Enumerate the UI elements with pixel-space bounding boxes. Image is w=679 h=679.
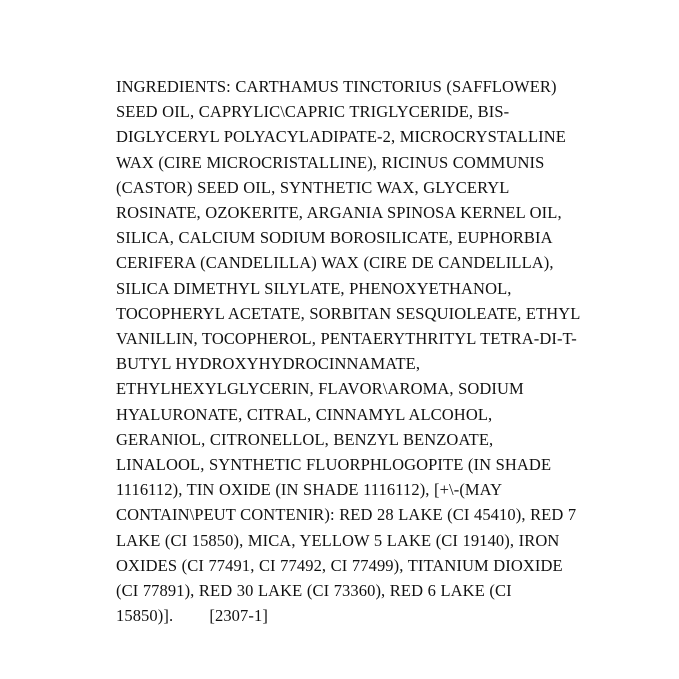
ingredients-paragraph — [116, 74, 586, 628]
batch-code-spacer — [173, 606, 209, 625]
batch-code: [2307-1] — [209, 606, 268, 626]
ingredients-text: INGREDIENTS: CARTHAMUS TINCTORIUS (SAFFLOWER) SEED OIL, CAPRYLIC\CAPRIC TRIGLYCERIDE, BIS-DIGLYCERYL POLYACYLADIPATE-2, MICROCRYSTALLINE WAX (CIRE MICROCRISTALLINE), RICINUS COMMUNIS (CASTOR) SEED OIL, SYNTHETIC WAX, GLYCERYL ROSINATE, OZOKERITE, ARGANIA SPINOSA KERNEL OIL, SILICA, CALCIUM SODIUM BOROSILICATE, EUPHORBIA CERIFERA (CANDELILLA) WAX (CIRE DE CANDELILLA), SILICA DIMETHYL SILYLATE, PHENOXYETHANOL, TOCOPHERYL ACETATE, SORBITAN SESQUIOLEATE, ETHYL VANILLIN, TOCOPHEROL, PENTAERYTHRITYL TETRA-DI-T-BUTYL HYDROXYHYDROCINNAMATE, ETHYLHEXYLGLYCERIN, FLAVOR\AROMA, SODIUM HYALURONATE, CITRAL, CINNAMYL ALCOHOL, GERANIOL, CITRONELLOL, BENZYL BENZOATE, LINALOOL, SYNTHETIC FLUORPHLOGOPITE (IN SHADE 1116112), TIN OXIDE (IN SHADE 1116112), [+\-(MAY CONTAIN\PEUT CONTENIR): RED 28 LAKE (CI 45410), RED 7 LAKE (CI 15850), MICA, YELLOW 5 LAKE (CI 19140), IRON OXIDES (CI 77491, CI 77492, CI 77499), TITANIUM DIOXIDE (CI 77891), RED 30 LAKE (CI 73360), RED 6 LAKE (CI 15850)]. — [116, 77, 585, 626]
